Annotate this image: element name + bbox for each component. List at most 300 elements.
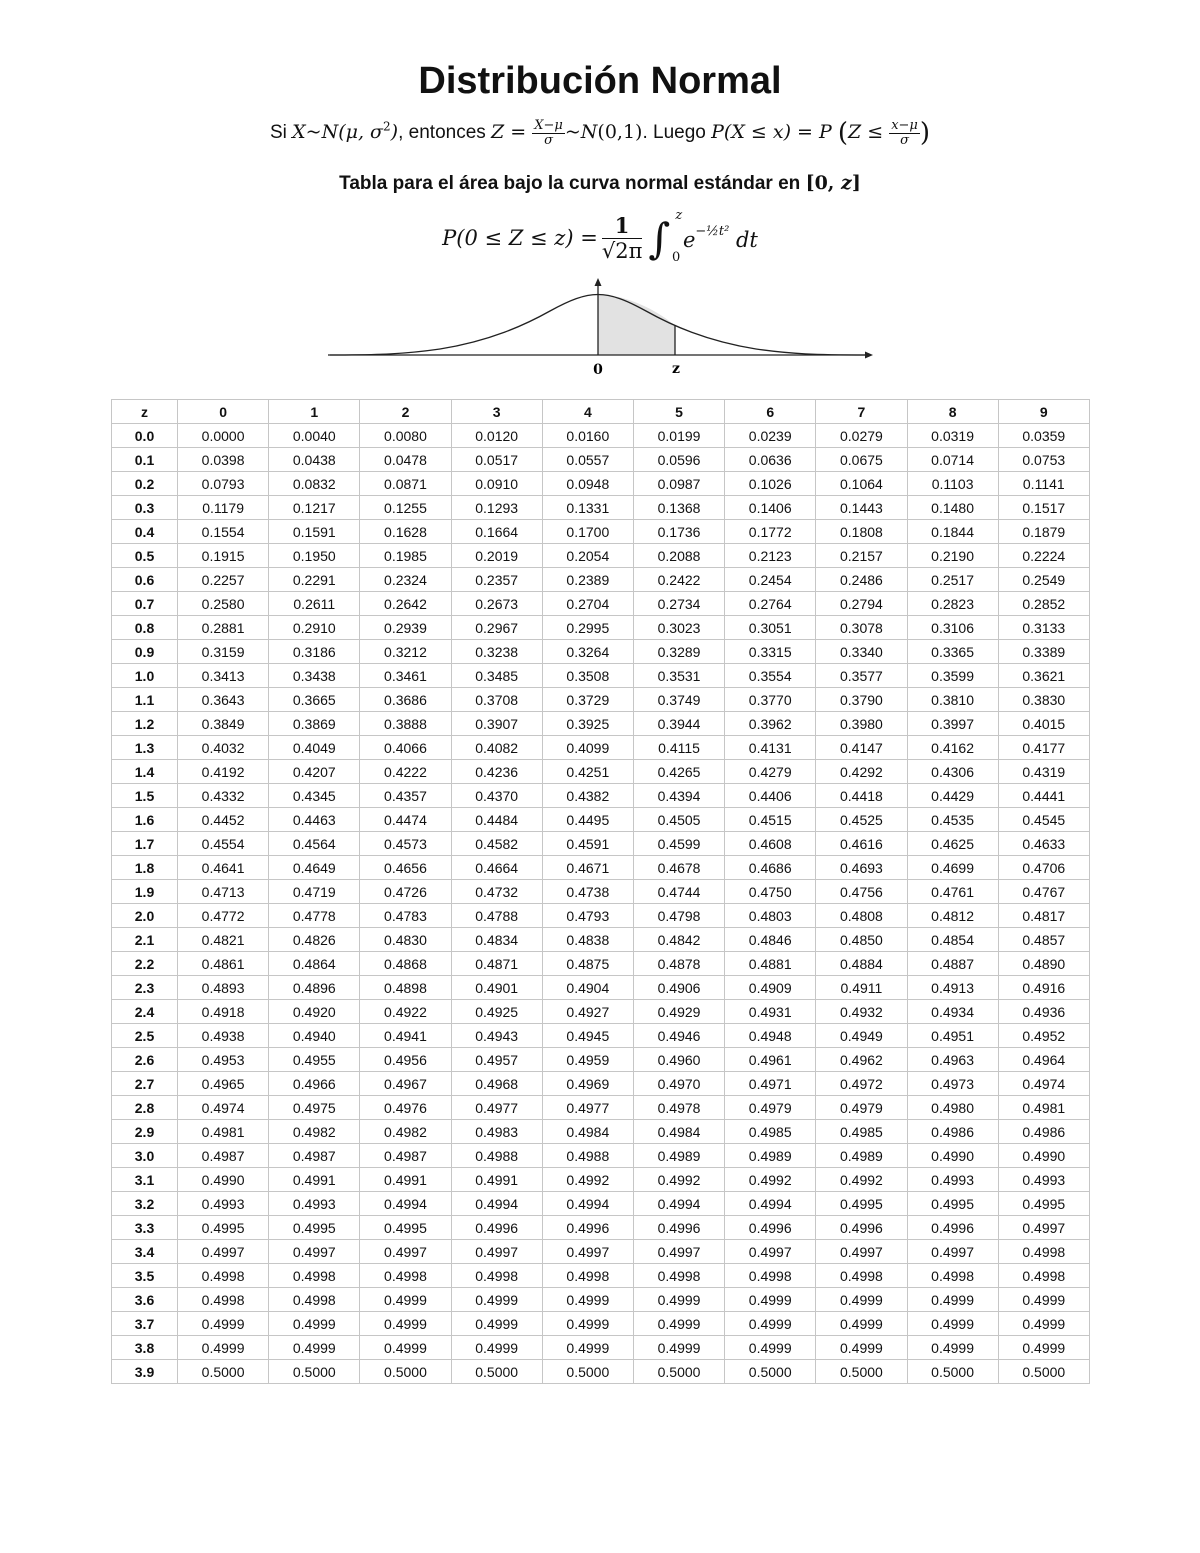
table-row <box>112 1048 1090 1072</box>
probability-cell: 0.4671 <box>542 856 633 880</box>
probability-cell: 0.4192 <box>178 760 269 784</box>
probability-cell: 0.4964 <box>998 1048 1089 1072</box>
probability-cell: 0.0279 <box>816 424 907 448</box>
entonces-text: , entonces <box>398 122 486 143</box>
probability-cell: 0.4995 <box>998 1192 1089 1216</box>
probability-cell: 0.1915 <box>178 544 269 568</box>
probability-cell: 0.4564 <box>269 832 360 856</box>
probability-cell: 0.1772 <box>725 520 816 544</box>
z-value-cell: 2.7 <box>112 1072 178 1096</box>
probability-cell: 0.4573 <box>360 832 451 856</box>
table-row <box>112 1192 1090 1216</box>
column-header: 5 <box>633 400 724 424</box>
probability-cell: 0.2389 <box>542 568 633 592</box>
column-header: 7 <box>816 400 907 424</box>
probability-cell: 0.4953 <box>178 1048 269 1072</box>
table-row <box>112 712 1090 736</box>
probability-cell: 0.4998 <box>269 1264 360 1288</box>
probability-cell: 0.4999 <box>269 1312 360 1336</box>
probability-cell: 0.5000 <box>360 1360 451 1384</box>
z-value-cell: 3.3 <box>112 1216 178 1240</box>
table-row <box>112 808 1090 832</box>
probability-cell: 0.4525 <box>816 808 907 832</box>
probability-cell: 0.1808 <box>816 520 907 544</box>
probability-cell: 0.4015 <box>998 712 1089 736</box>
probability-cell: 0.4951 <box>907 1024 998 1048</box>
probability-cell: 0.3830 <box>998 688 1089 712</box>
probability-cell: 0.3621 <box>998 664 1089 688</box>
probability-cell: 0.1103 <box>907 472 998 496</box>
probability-cell: 0.4996 <box>816 1216 907 1240</box>
probability-cell: 0.5000 <box>269 1360 360 1384</box>
table-header-row <box>112 400 1090 424</box>
table-row <box>112 1120 1090 1144</box>
probability-cell: 0.4884 <box>816 952 907 976</box>
probability-cell: 0.2257 <box>178 568 269 592</box>
probability-cell: 0.4515 <box>725 808 816 832</box>
table-row <box>112 520 1090 544</box>
probability-cell: 0.3708 <box>451 688 542 712</box>
probability-cell: 0.4995 <box>816 1192 907 1216</box>
table-row <box>112 760 1090 784</box>
probability-cell: 0.4922 <box>360 1000 451 1024</box>
probability-cell: 0.3389 <box>998 640 1089 664</box>
probability-cell: 0.4793 <box>542 904 633 928</box>
probability-cell: 0.3531 <box>633 664 724 688</box>
probability-cell: 0.5000 <box>816 1360 907 1384</box>
probability-cell: 0.4850 <box>816 928 907 952</box>
probability-cell: 0.4960 <box>633 1048 724 1072</box>
probability-cell: 0.3577 <box>816 664 907 688</box>
probability-cell: 0.4976 <box>360 1096 451 1120</box>
probability-cell: 0.4838 <box>542 928 633 952</box>
probability-cell: 0.0438 <box>269 448 360 472</box>
table-row <box>112 952 1090 976</box>
probability-cell: 0.1026 <box>725 472 816 496</box>
probability-cell: 0.1736 <box>633 520 724 544</box>
probability-cell: 0.0160 <box>542 424 633 448</box>
probability-cell: 0.4664 <box>451 856 542 880</box>
probability-cell: 0.3554 <box>725 664 816 688</box>
probability-cell: 0.4996 <box>633 1216 724 1240</box>
probability-cell: 0.4999 <box>360 1288 451 1312</box>
probability-cell: 0.4147 <box>816 736 907 760</box>
table-row <box>112 1264 1090 1288</box>
probability-cell: 0.3729 <box>542 688 633 712</box>
table-row <box>112 568 1090 592</box>
probability-cell: 0.4992 <box>633 1168 724 1192</box>
probability-cell: 0.0040 <box>269 424 360 448</box>
probability-cell: 0.3078 <box>816 616 907 640</box>
probability-cell: 0.4999 <box>633 1336 724 1360</box>
probability-cell: 0.4991 <box>360 1168 451 1192</box>
probability-cell: 0.4974 <box>178 1096 269 1120</box>
probability-cell: 0.4984 <box>542 1120 633 1144</box>
probability-cell: 0.4808 <box>816 904 907 928</box>
probability-cell: 0.1480 <box>907 496 998 520</box>
probability-cell: 0.4719 <box>269 880 360 904</box>
z-value-cell: 0.7 <box>112 592 178 616</box>
probability-cell: 0.3810 <box>907 688 998 712</box>
probability-cell: 0.4706 <box>998 856 1089 880</box>
probability-cell: 0.4846 <box>725 928 816 952</box>
table-row <box>112 976 1090 1000</box>
probability-cell: 0.4959 <box>542 1048 633 1072</box>
table-row <box>112 544 1090 568</box>
table-row <box>112 616 1090 640</box>
probability-cell: 0.4890 <box>998 952 1089 976</box>
table-row <box>112 1288 1090 1312</box>
table-row <box>112 688 1090 712</box>
probability-cell: 0.4996 <box>542 1216 633 1240</box>
probability-cell: 0.5000 <box>907 1360 998 1384</box>
probability-cell: 0.4452 <box>178 808 269 832</box>
probability-cell: 0.3962 <box>725 712 816 736</box>
probability-cell: 0.4994 <box>542 1192 633 1216</box>
table-row <box>112 904 1090 928</box>
probability-cell: 0.4965 <box>178 1072 269 1096</box>
probability-cell: 0.4999 <box>816 1288 907 1312</box>
probability-cell: 0.4505 <box>633 808 724 832</box>
probability-cell: 0.4934 <box>907 1000 998 1024</box>
probability-cell: 0.4830 <box>360 928 451 952</box>
probability-cell: 0.4984 <box>633 1120 724 1144</box>
probability-cell: 0.1985 <box>360 544 451 568</box>
probability-cell: 0.4988 <box>542 1144 633 1168</box>
z-value-cell: 3.1 <box>112 1168 178 1192</box>
probability-cell: 0.3365 <box>907 640 998 664</box>
probability-cell: 0.5000 <box>998 1360 1089 1384</box>
probability-cell: 0.3944 <box>633 712 724 736</box>
probability-cell: 0.4998 <box>269 1288 360 1312</box>
probability-cell: 0.4999 <box>998 1288 1089 1312</box>
probability-cell: 0.4871 <box>451 952 542 976</box>
probability-cell: 0.4864 <box>269 952 360 976</box>
probability-cell: 0.4998 <box>360 1264 451 1288</box>
probability-cell: 0.4999 <box>998 1312 1089 1336</box>
probability-cell: 0.4981 <box>998 1096 1089 1120</box>
column-header: 6 <box>725 400 816 424</box>
probability-cell: 0.4999 <box>542 1288 633 1312</box>
probability-cell: 0.4971 <box>725 1072 816 1096</box>
probability-cell: 0.4999 <box>907 1288 998 1312</box>
z-value-cell: 2.0 <box>112 904 178 928</box>
column-header: 9 <box>998 400 1089 424</box>
probability-cell: 0.4997 <box>451 1240 542 1264</box>
probability-cell: 0.4049 <box>269 736 360 760</box>
probability-cell: 0.4999 <box>542 1312 633 1336</box>
probability-cell: 0.4279 <box>725 760 816 784</box>
probability-cell: 0.4913 <box>907 976 998 1000</box>
probability-cell: 0.4999 <box>542 1336 633 1360</box>
probability-cell: 0.4982 <box>269 1120 360 1144</box>
probability-cell: 0.4032 <box>178 736 269 760</box>
probability-equivalence: P(X ≤ x) = P (Z ≤ $\frac{x-\mu}{\sigma}$ ) <box>711 117 931 148</box>
probability-cell: 0.4616 <box>816 832 907 856</box>
probability-cell: 0.4854 <box>907 928 998 952</box>
probability-cell: 0.4591 <box>542 832 633 856</box>
probability-cell: 0.0871 <box>360 472 451 496</box>
probability-cell: 0.0596 <box>633 448 724 472</box>
probability-cell: 0.4987 <box>178 1144 269 1168</box>
probability-cell: 0.4975 <box>269 1096 360 1120</box>
probability-cell: 0.4969 <box>542 1072 633 1096</box>
probability-cell: 0.3997 <box>907 712 998 736</box>
probability-cell: 0.2454 <box>725 568 816 592</box>
probability-cell: 0.4678 <box>633 856 724 880</box>
probability-cell: 0.4966 <box>269 1072 360 1096</box>
probability-cell: 0.4875 <box>542 952 633 976</box>
probability-cell: 0.0987 <box>633 472 724 496</box>
probability-cell: 0.4948 <box>725 1024 816 1048</box>
probability-cell: 0.4967 <box>360 1072 451 1096</box>
probability-cell: 0.3485 <box>451 664 542 688</box>
probability-cell: 0.4927 <box>542 1000 633 1024</box>
probability-cell: 0.2967 <box>451 616 542 640</box>
probability-cell: 0.4989 <box>633 1144 724 1168</box>
probability-cell: 0.4236 <box>451 760 542 784</box>
probability-cell: 0.3051 <box>725 616 816 640</box>
probability-cell: 0.0199 <box>633 424 724 448</box>
z-value-cell: 2.5 <box>112 1024 178 1048</box>
table-row <box>112 472 1090 496</box>
probability-cell: 0.4803 <box>725 904 816 928</box>
probability-cell: 0.1517 <box>998 496 1089 520</box>
z-value-cell: 1.0 <box>112 664 178 688</box>
probability-cell: 0.4887 <box>907 952 998 976</box>
table-row <box>112 928 1090 952</box>
probability-cell: 0.4177 <box>998 736 1089 760</box>
probability-cell: 0.4911 <box>816 976 907 1000</box>
probability-cell: 0.4535 <box>907 808 998 832</box>
probability-cell: 0.0239 <box>725 424 816 448</box>
probability-cell: 0.4901 <box>451 976 542 1000</box>
probability-cell: 0.2910 <box>269 616 360 640</box>
column-header: 8 <box>907 400 998 424</box>
probability-cell: 0.4693 <box>816 856 907 880</box>
probability-cell: 0.4382 <box>542 784 633 808</box>
probability-cell: 0.4319 <box>998 760 1089 784</box>
probability-cell: 0.4962 <box>816 1048 907 1072</box>
z-value-cell: 2.8 <box>112 1096 178 1120</box>
probability-cell: 0.4963 <box>907 1048 998 1072</box>
probability-cell: 0.4812 <box>907 904 998 928</box>
probability-cell: 0.0080 <box>360 424 451 448</box>
probability-cell: 0.4980 <box>907 1096 998 1120</box>
probability-cell: 0.4997 <box>725 1240 816 1264</box>
probability-cell: 0.2019 <box>451 544 542 568</box>
probability-cell: 0.4484 <box>451 808 542 832</box>
z-value-cell: 0.8 <box>112 616 178 640</box>
probability-cell: 0.4761 <box>907 880 998 904</box>
probability-cell: 0.1368 <box>633 496 724 520</box>
probability-cell: 0.4956 <box>360 1048 451 1072</box>
table-row <box>112 1240 1090 1264</box>
probability-cell: 0.2995 <box>542 616 633 640</box>
probability-cell: 0.4985 <box>725 1120 816 1144</box>
probability-cell: 0.4999 <box>451 1312 542 1336</box>
probability-cell: 0.4608 <box>725 832 816 856</box>
probability-cell: 0.4998 <box>178 1264 269 1288</box>
probability-cell: 0.1064 <box>816 472 907 496</box>
probability-cell: 0.4977 <box>542 1096 633 1120</box>
probability-cell: 0.4992 <box>725 1168 816 1192</box>
z-value-cell: 0.1 <box>112 448 178 472</box>
probability-cell: 0.4649 <box>269 856 360 880</box>
table-row <box>112 736 1090 760</box>
probability-cell: 0.0948 <box>542 472 633 496</box>
probability-cell: 0.5000 <box>725 1360 816 1384</box>
probability-cell: 0.4778 <box>269 904 360 928</box>
probability-cell: 0.4732 <box>451 880 542 904</box>
z-value-cell: 1.2 <box>112 712 178 736</box>
table-row <box>112 592 1090 616</box>
z-value-cell: 1.7 <box>112 832 178 856</box>
si-text: Si <box>269 122 287 143</box>
probability-cell: 0.4131 <box>725 736 816 760</box>
zero-label: 0 <box>593 362 603 378</box>
probability-cell: 0.2054 <box>542 544 633 568</box>
probability-cell: 0.4625 <box>907 832 998 856</box>
probability-cell: 0.4986 <box>907 1120 998 1144</box>
probability-cell: 0.4633 <box>998 832 1089 856</box>
z-value-cell: 1.9 <box>112 880 178 904</box>
probability-cell: 0.4821 <box>178 928 269 952</box>
probability-cell: 0.4978 <box>633 1096 724 1120</box>
probability-cell: 0.0319 <box>907 424 998 448</box>
probability-cell: 0.2881 <box>178 616 269 640</box>
probability-cell: 0.3888 <box>360 712 451 736</box>
probability-cell: 0.4767 <box>998 880 1089 904</box>
probability-cell: 0.3212 <box>360 640 451 664</box>
z-value-cell: 2.1 <box>112 928 178 952</box>
z-value-cell: 3.6 <box>112 1288 178 1312</box>
probability-cell: 0.4686 <box>725 856 816 880</box>
probability-cell: 0.4995 <box>269 1216 360 1240</box>
probability-cell: 0.4918 <box>178 1000 269 1024</box>
table-caption <box>0 172 1200 195</box>
probability-cell: 0.2486 <box>816 568 907 592</box>
probability-cell: 0.1293 <box>451 496 542 520</box>
probability-cell: 0.2190 <box>907 544 998 568</box>
probability-cell: 0.0557 <box>542 448 633 472</box>
probability-cell: 0.4974 <box>998 1072 1089 1096</box>
z-value-cell: 1.4 <box>112 760 178 784</box>
probability-cell: 0.4990 <box>907 1144 998 1168</box>
z-column-header: z <box>112 400 178 424</box>
z-value-cell: 3.7 <box>112 1312 178 1336</box>
probability-cell: 0.0398 <box>178 448 269 472</box>
probability-cell: 0.3980 <box>816 712 907 736</box>
probability-cell: 0.4993 <box>178 1192 269 1216</box>
z-value-cell: 3.8 <box>112 1336 178 1360</box>
probability-cell: 0.1950 <box>269 544 360 568</box>
probability-cell: 0.4999 <box>816 1336 907 1360</box>
probability-cell: 0.4991 <box>269 1168 360 1192</box>
standardization-formula: X~N(μ, $\sigma^2$) <box>292 119 399 143</box>
z-value-cell: 0.6 <box>112 568 178 592</box>
z-value-cell: 1.3 <box>112 736 178 760</box>
probability-cell: 0.4995 <box>360 1216 451 1240</box>
probability-cell: 0.3186 <box>269 640 360 664</box>
probability-cell: 0.2123 <box>725 544 816 568</box>
probability-cell: 0.3106 <box>907 616 998 640</box>
probability-cell: 0.2823 <box>907 592 998 616</box>
probability-cell: 0.4994 <box>360 1192 451 1216</box>
probability-cell: 0.4099 <box>542 736 633 760</box>
probability-cell: 0.4957 <box>451 1048 542 1072</box>
probability-cell: 0.4999 <box>725 1312 816 1336</box>
luego-text: . Luego <box>642 122 706 143</box>
table-row <box>112 664 1090 688</box>
probability-cell: 0.4998 <box>451 1264 542 1288</box>
z-value-cell: 1.5 <box>112 784 178 808</box>
probability-cell: 0.3133 <box>998 616 1089 640</box>
probability-cell: 0.4941 <box>360 1024 451 1048</box>
probability-cell: 0.0000 <box>178 424 269 448</box>
table-row <box>112 1072 1090 1096</box>
probability-cell: 0.4979 <box>725 1096 816 1120</box>
probability-cell: 0.4750 <box>725 880 816 904</box>
x-axis-arrow-icon <box>865 352 873 359</box>
z-value-cell: 3.0 <box>112 1144 178 1168</box>
probability-cell: 0.3925 <box>542 712 633 736</box>
probability-cell: 0.4993 <box>998 1168 1089 1192</box>
probability-cell: 0.4772 <box>178 904 269 928</box>
probability-cell: 0.4999 <box>178 1312 269 1336</box>
z-value-cell: 2.4 <box>112 1000 178 1024</box>
probability-cell: 0.4878 <box>633 952 724 976</box>
table-row <box>112 640 1090 664</box>
probability-cell: 0.4931 <box>725 1000 816 1024</box>
probability-cell: 0.4997 <box>907 1240 998 1264</box>
probability-cell: 0.4996 <box>451 1216 542 1240</box>
probability-cell: 0.4999 <box>816 1312 907 1336</box>
shaded-area <box>598 295 675 356</box>
probability-cell: 0.4207 <box>269 760 360 784</box>
probability-cell: 0.5000 <box>542 1360 633 1384</box>
probability-cell: 0.4997 <box>542 1240 633 1264</box>
column-header: 4 <box>542 400 633 424</box>
table-row <box>112 856 1090 880</box>
probability-cell: 0.4726 <box>360 880 451 904</box>
probability-cell: 0.0753 <box>998 448 1089 472</box>
table-row <box>112 1336 1090 1360</box>
probability-cell: 0.3023 <box>633 616 724 640</box>
column-header: 2 <box>360 400 451 424</box>
probability-cell: 0.2324 <box>360 568 451 592</box>
probability-cell: 0.4991 <box>451 1168 542 1192</box>
probability-cell: 0.4983 <box>451 1120 542 1144</box>
probability-cell: 0.4970 <box>633 1072 724 1096</box>
probability-cell: 0.4162 <box>907 736 998 760</box>
probability-cell: 0.4961 <box>725 1048 816 1072</box>
z-value-cell: 3.9 <box>112 1360 178 1384</box>
probability-cell: 0.4987 <box>360 1144 451 1168</box>
probability-cell: 0.1141 <box>998 472 1089 496</box>
probability-cell: 0.4495 <box>542 808 633 832</box>
probability-cell: 0.3599 <box>907 664 998 688</box>
probability-cell: 0.4115 <box>633 736 724 760</box>
probability-cell: 0.3438 <box>269 664 360 688</box>
probability-cell: 0.0675 <box>816 448 907 472</box>
probability-cell: 0.4998 <box>816 1264 907 1288</box>
table-caption-text: Tabla para el área bajo la curva normal estándar en <box>339 173 801 194</box>
probability-cell: 0.4999 <box>633 1312 724 1336</box>
probability-cell: 0.4406 <box>725 784 816 808</box>
probability-cell: 0.4394 <box>633 784 724 808</box>
probability-cell: 0.4977 <box>451 1096 542 1120</box>
